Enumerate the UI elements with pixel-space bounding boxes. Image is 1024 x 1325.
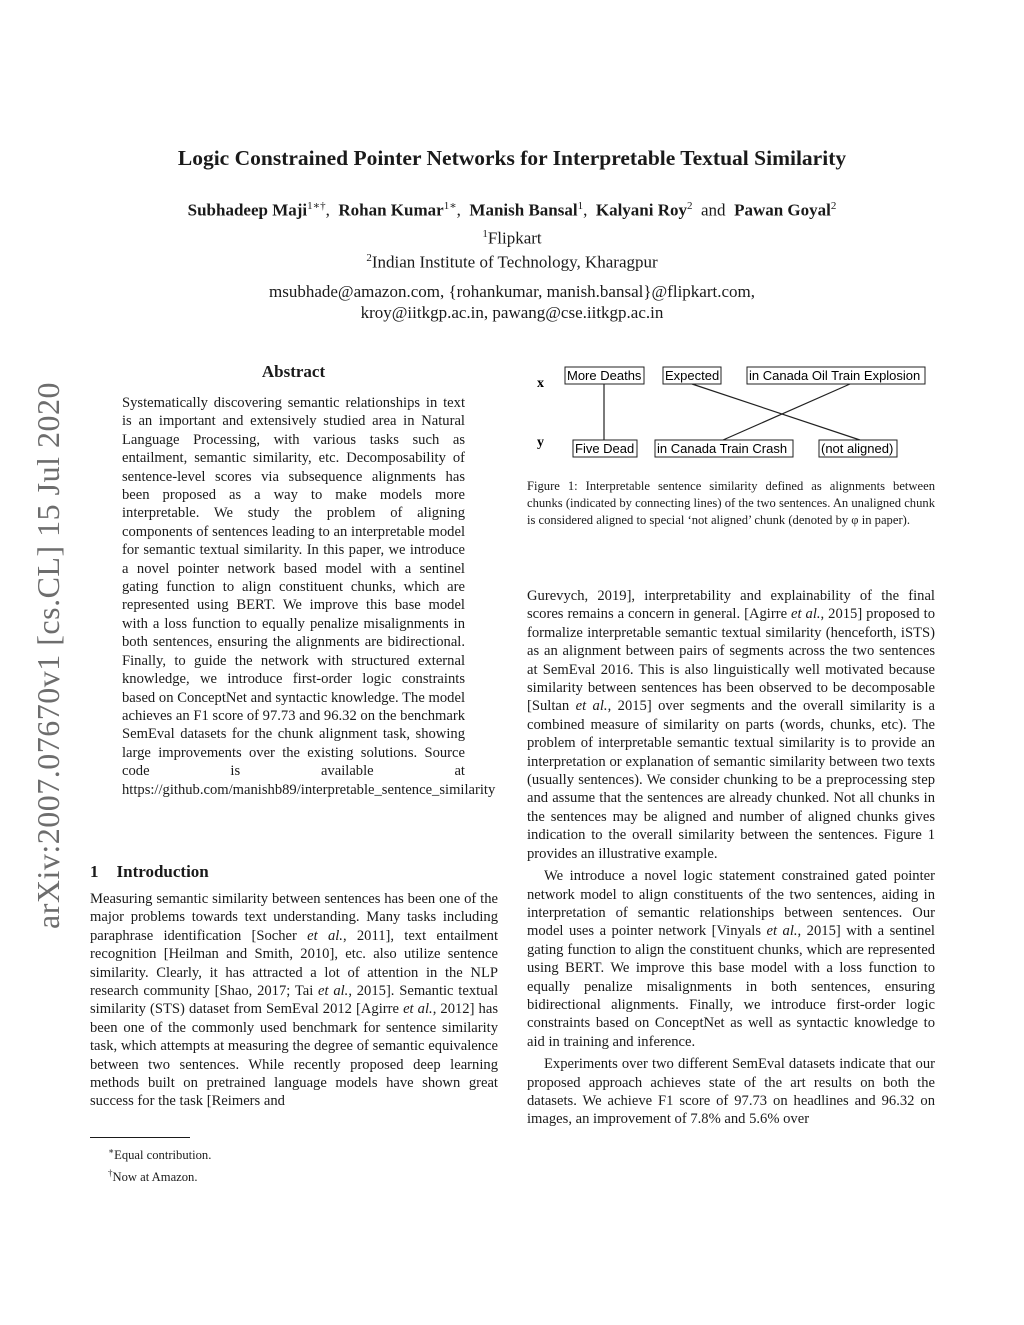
author-name: Subhadeep Maji	[187, 200, 308, 220]
affiliation-name: Indian Institute of Technology, Kharagpur	[371, 252, 658, 272]
author-name: Pawan Goyal	[734, 200, 831, 220]
author-name: Manish Bansal	[469, 200, 578, 220]
footnote-rule	[90, 1137, 190, 1138]
arxiv-side-stamp	[30, 370, 66, 940]
paper-title: Logic Constrained Pointer Networks for Interpretable Textual Similarity	[177, 146, 847, 170]
footnote: ∗Equal contribution.	[108, 1146, 212, 1163]
right-column-text	[527, 587, 935, 1129]
footnote: †Now at Amazon.	[108, 1168, 198, 1185]
author-name: Rohan Kumar	[338, 200, 444, 220]
alignment-line	[723, 384, 850, 440]
body-paragraph: Experiments over two different SemEval datasets indicate that our proposed approach achieves state of the art results on both the datasets. We achieve F1 score of 97.73 on headlines and 96.32 on images, an improvement of 7.8% and 5.6% over	[527, 1056, 935, 1128]
figure-caption: Figure 1: Interpretable sentence similarity defined as alignments between chunks (indicated by connecting lines) of the two sentences. An unaligned chunk is considered aligned to special ‘not aligned’ chunk (denoted by φ in paper).	[527, 479, 935, 527]
author-name: Kalyani Roy	[595, 200, 688, 220]
author-list: Subhadeep Maji$^{1∗\dagger}$, Rohan Kumar$^{1∗}$, Manish Bansal$^1$, Kalyani Roy$^2$ and Pawan Goyal$^2$	[187, 200, 837, 220]
row-label-y: y	[537, 435, 544, 450]
email-line: kroy@iitkgp.ac.in, pawang@cse.iitkgp.ac.in	[360, 303, 664, 322]
affiliation-marker: 1	[482, 228, 488, 240]
chunk-label: (not aligned)	[821, 441, 894, 456]
section-number: 1	[90, 862, 99, 881]
row-label-x: x	[537, 376, 544, 391]
footnotes	[108, 1142, 211, 1186]
email-line: msubhade@amazon.com, {rohankumar, manish.bansal}@flipkart.com,	[269, 282, 755, 301]
affiliation	[0, 228, 1024, 249]
abstract-text	[122, 394, 496, 799]
affiliation	[0, 252, 1024, 273]
chunk-label: Expected	[665, 368, 720, 383]
author-affil-marker: 1∗	[443, 200, 457, 212]
author-affil-marker: 2	[687, 200, 693, 212]
section-title: Introduction	[116, 862, 209, 881]
body-paragraph: We introduce a novel logic statement constrained gated pointer network model to align constituents of the two sentences, aiding in interpretation of semantic relationships between sentences. Our model uses a pointer network [Vinyals et al., 2015] with a sentinel gating function to align the constituent chunks, which are represented using BERT. We improve this base model with a loss function to equally penalize misalignments in both sentences, ensuring bidirectional alignments. Finally, we introduce first-order logic constraints based on ConceptNet as well as syntactic knowledge to aid in training and inference.	[527, 868, 935, 1050]
section-heading	[90, 862, 209, 882]
chunk-label: Five Dead	[575, 441, 635, 456]
chunk-label: in Canada Oil Train Explosion	[749, 368, 921, 383]
affiliation-name: Flipkart	[487, 228, 542, 248]
author-affil-marker: 1	[577, 200, 584, 212]
body-paragraph: Gurevych, 2019], interpretability and explainability of the final scores remains a concern in general. [Agirre et al., 2015] proposed to formalize interpretable semantic textual similarity (henceforth, iSTS) as an alignment between pairs of segments across the two sentences at SemEval 2016. This is also linguistically well motivated because similarity between sentences has been observed to be decomposable [Sultan et al., 2015] over segments and the overall similarity is a combined measure of similarity on parts (words, chunks, etc). The problem of interpretable semantic textual similarity is to provide an interpretation or explanation of semantic similarity between two texts (usually sentences). We consider chunking to be a preprocessing step and assume that the sentences are already chunked. Not all chunks in the sentences may be aligned and number of aligned chunks gives indication to the overall similarity between the sentences. Figure 1 provides an illustrative example.	[527, 588, 935, 862]
intro-text	[90, 890, 498, 1111]
alignment-line	[692, 384, 860, 440]
and-word: and	[701, 200, 726, 220]
intro-paragraph: Measuring semantic similarity between sentences has been one of the major problems towards text understanding. Many tasks including paraphrase identification [Socher et al., 2011], text entailment recognition [Heilman and Smith, 2010], etc. also utilize sentence similarity. Clearly, it has attracted a lot of attention in the NLP research community [Shao, 2017; Tai et al., 2015]. Semantic textual similarity (STS) dataset from SemEval 2012 [Agirre et al., 2012] has been one of the commonly used benchmark for sentence similarity task, which attempts at measuring the degree of semantic equivalence between two sentences. While recently proposed deep learning methods built on pretrained language models have shown great success for the task [Reimers and	[90, 891, 499, 1110]
chunk-label: in Canada Train Crash	[657, 441, 788, 456]
abstract-paragraph: Systematically discovering semantic relationships in text is an important and extensively studied area in Natural Language Processing, with various tasks such as entailment, semantic similarity, etc. Decomposability of sentence-level scores via subsequence alignments has been proposed as a way to make models more interpretable. We study the problem of aligning components of sentences leading to an interpretable model for semantic textual similarity. In this paper, we introduce a novel pointer network based model with a sentinel gating function to align constituent chunks, which are represented using BERT. We improve this base model with a loss function to equally penalize misalignments in both sentences, ensuring the alignments are bidirectional. Finally, to guide the network with structured external knowledge, we introduce first-order logic constraints based on ConceptNet and syntactic knowledge. The model achieves an F1 score of 97.73 and 96.32 on the benchmark SemEval datasets for the chunk alignment task, showing large improvements over the existing solutions. Source code is available at https://github.com/manishb89/interpretable_sentence_similarity	[122, 395, 496, 798]
arxiv-identifier: arXiv:2007.07670v1 [cs.CL] 15 Jul 2020	[29, 381, 66, 929]
chunk-label: More Deaths	[567, 368, 642, 383]
author-affil-marker: 1∗†	[307, 200, 326, 212]
abstract-heading: Abstract	[261, 362, 326, 381]
affiliation-marker: 2	[366, 252, 372, 264]
figure-1-alignment-diagram	[527, 360, 937, 470]
author-affil-marker: 2	[830, 200, 837, 212]
